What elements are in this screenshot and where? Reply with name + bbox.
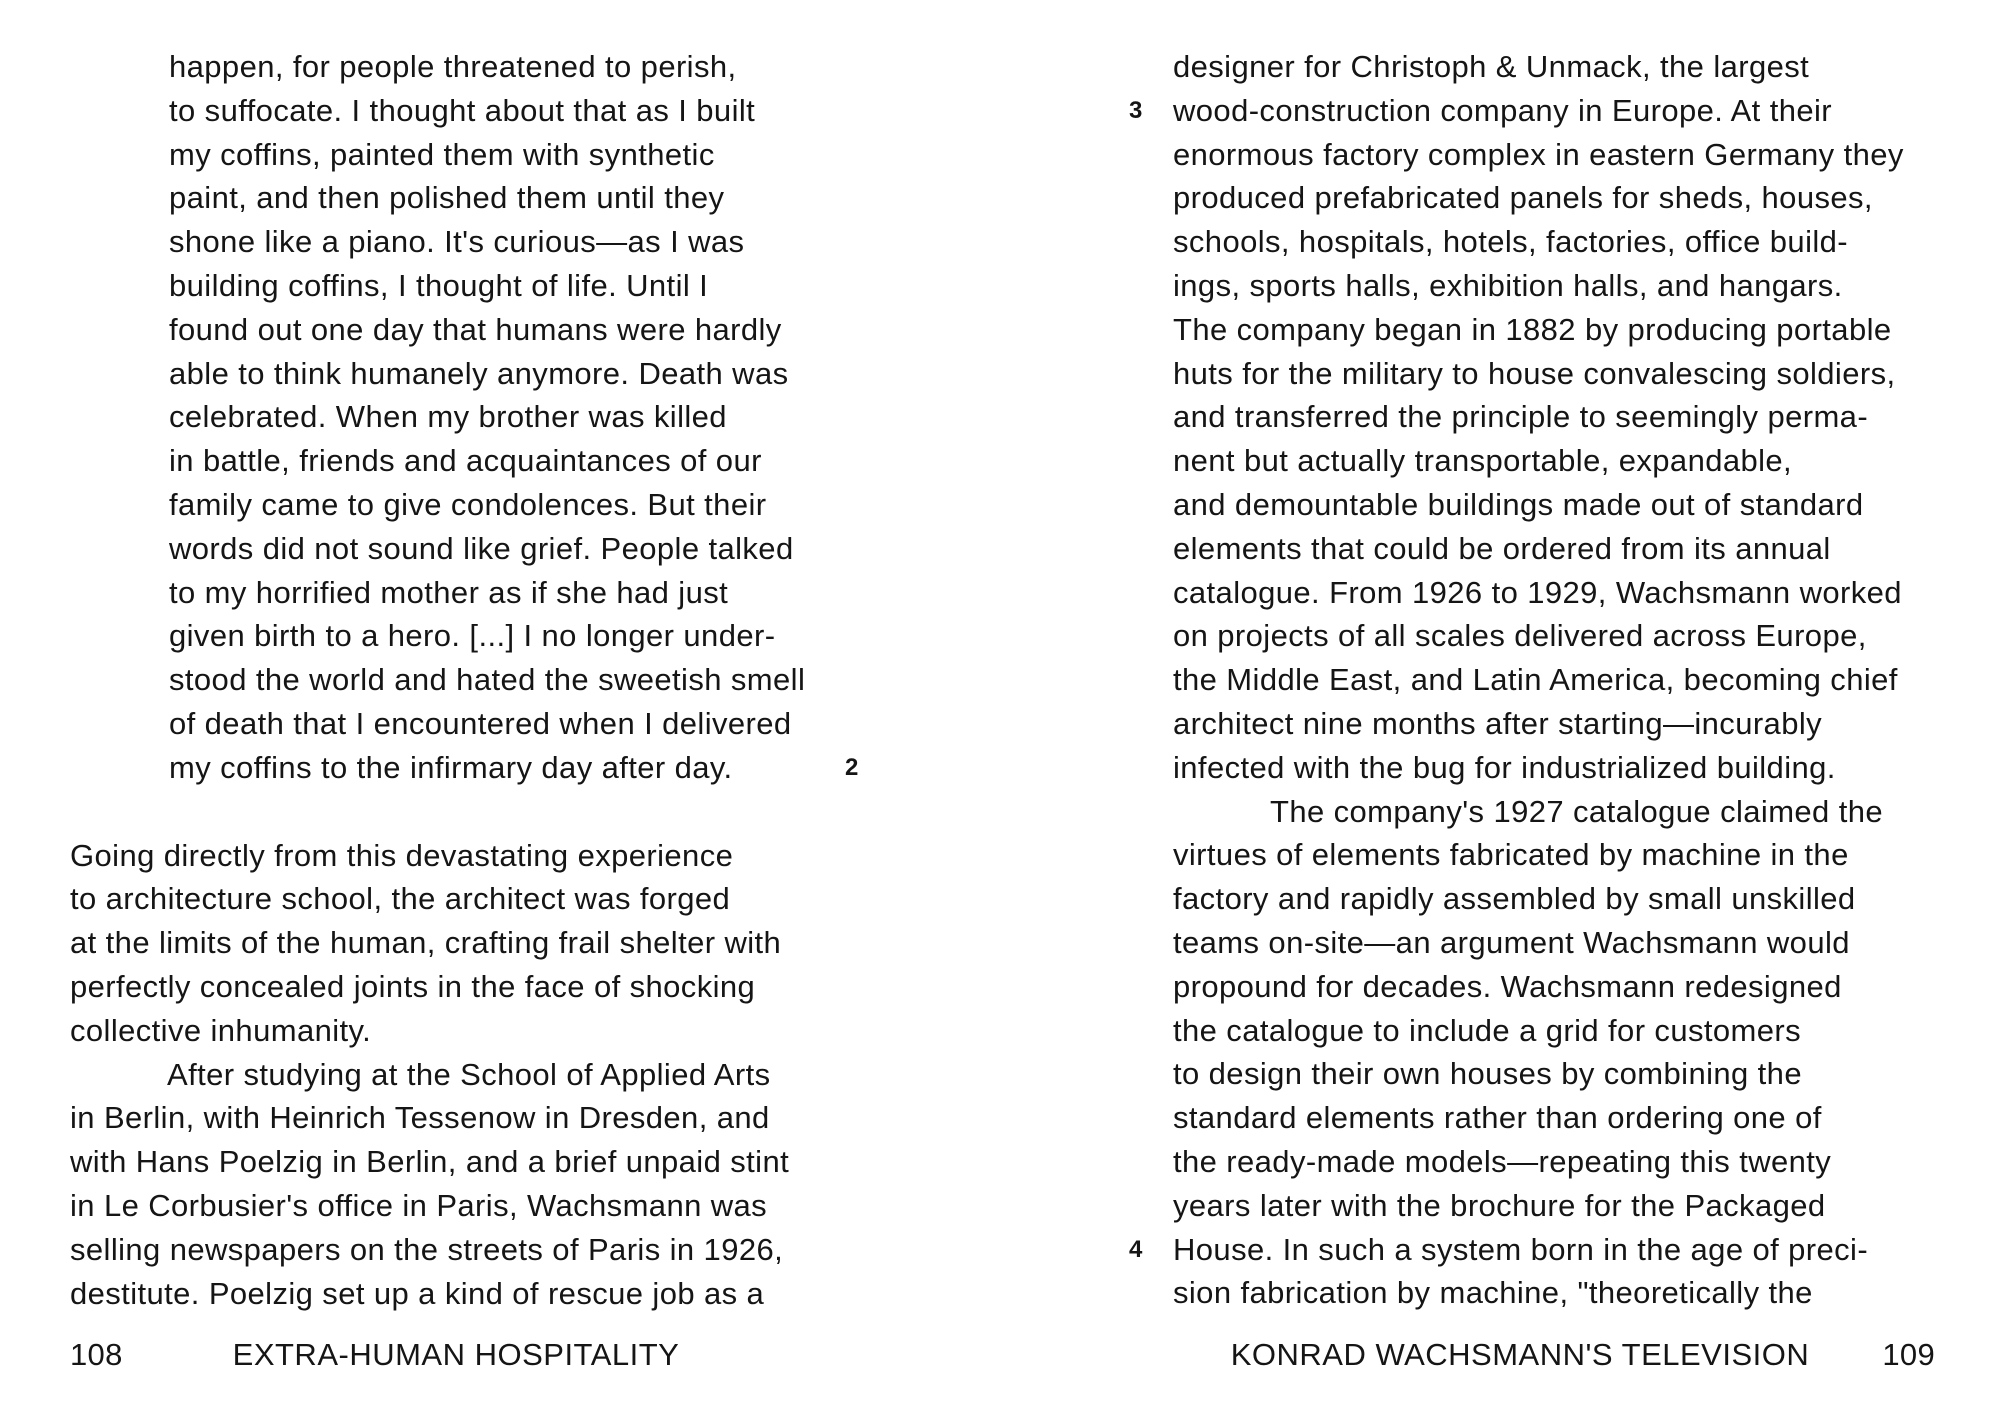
text-line-content: able to think humanely anymore. Death was — [169, 355, 789, 391]
text-line — [169, 133, 880, 177]
text-line — [1173, 220, 1955, 264]
text-line — [1173, 1052, 1955, 1096]
text-line — [1173, 45, 1955, 89]
text-line-content: on projects of all scales delivered across Europe, — [1173, 618, 1867, 654]
text-line — [1173, 614, 1955, 658]
text-line-content: paint, and then polished them until they — [169, 180, 725, 216]
text-line-content: ings, sports halls, exhibition halls, and hangars. — [1173, 267, 1843, 303]
text-line-content: to architecture school, the architect was forged — [70, 881, 731, 917]
text-line — [1173, 133, 1955, 177]
text-line — [70, 1140, 880, 1184]
text-line-content: with Hans Poelzig in Berlin, and a brief unpaid stint — [70, 1144, 790, 1180]
text-line-content: to suffocate. I thought about that as I built — [169, 92, 756, 128]
text-line — [70, 877, 880, 921]
text-line-content: family came to give condolences. But their — [169, 486, 767, 522]
text-line — [70, 1009, 880, 1053]
text-line-content: standard elements rather than ordering one of — [1173, 1100, 1822, 1136]
text-line — [1173, 176, 1955, 220]
text-line — [1173, 790, 1955, 834]
text-line — [1173, 527, 1955, 571]
text-line-content: infected with the bug for industrialized building. — [1173, 749, 1836, 785]
text-line — [70, 1184, 880, 1228]
text-line-content: teams on-site—an argument Wachsmann would — [1173, 924, 1850, 960]
text-line-content: shone like a piano. It's curious—as I was — [169, 224, 745, 260]
text-line-content: the ready-made models—repeating this twenty — [1173, 1143, 1832, 1179]
running-title-left: EXTRA-HUMAN HOSPITALITY — [232, 1337, 680, 1372]
text-line-content: elements that could be ordered from its annual — [1173, 530, 1831, 566]
text-line-content: words did not sound like grief. People talked — [169, 530, 794, 566]
text-line — [70, 1053, 880, 1097]
text-line — [169, 614, 880, 658]
text-line — [70, 1228, 880, 1272]
text-line — [1129, 1228, 1955, 1272]
text-line-content: perfectly concealed joints in the face of shocking — [70, 968, 756, 1004]
text-line — [169, 395, 880, 439]
text-line-content: happen, for people threatened to perish, — [169, 49, 737, 84]
text-line — [169, 352, 880, 396]
text-line — [1173, 1140, 1955, 1184]
text-line-content: in Berlin, with Heinrich Tessenow in Dresden, and — [70, 1100, 770, 1136]
text-line — [169, 220, 880, 264]
text-line — [1173, 921, 1955, 965]
text-line — [1129, 89, 1955, 133]
text-line — [1173, 395, 1955, 439]
text-line-content: sion fabrication by machine, "theoretically the — [1173, 1275, 1813, 1311]
text-line — [1173, 1009, 1955, 1053]
text-line-content: found out one day that humans were hardly — [169, 311, 782, 347]
text-line — [169, 264, 880, 308]
text-line — [1173, 658, 1955, 702]
text-line-content: huts for the military to house convalescing soldiers, — [1173, 355, 1896, 391]
text-line-content: factory and rapidly assembled by small unskilled — [1173, 881, 1856, 917]
text-line — [70, 965, 880, 1009]
text-line — [1173, 877, 1955, 921]
text-line-content: designer for Christoph & Unmack, the largest — [1173, 49, 1810, 84]
text-line — [169, 527, 880, 571]
footnote-marker: 2 — [845, 753, 859, 781]
text-line — [169, 45, 880, 89]
text-line — [1173, 1271, 1955, 1315]
text-line — [1173, 1096, 1955, 1140]
text-line — [70, 1096, 880, 1140]
text-line-content: my coffins, painted them with synthetic — [169, 136, 715, 172]
text-line-content: years later with the brochure for the Packaged — [1173, 1187, 1826, 1223]
text-line-content: Going directly from this devastating experience — [70, 837, 734, 873]
text-line — [1173, 571, 1955, 615]
text-line — [169, 746, 880, 790]
text-line-content: The company began in 1882 by producing portable — [1173, 311, 1892, 347]
text-line-content: given birth to a hero. [...] I no longer under- — [169, 618, 776, 654]
page-number-right: 109 — [1882, 1337, 1935, 1372]
text-line-content: stood the world and hated the sweetish smell — [169, 662, 806, 698]
body-text-right — [1129, 45, 1955, 1315]
text-line — [1173, 352, 1955, 396]
footer-left — [70, 1333, 880, 1377]
text-line — [169, 702, 880, 746]
text-line-content: wood-construction company in Europe. At their — [1173, 92, 1833, 128]
text-line-content: House. In such a system born in the age of preci- — [1173, 1231, 1869, 1267]
footnote-marker: 3 — [1129, 96, 1143, 124]
text-line — [70, 1272, 880, 1316]
text-line — [169, 483, 880, 527]
text-line — [1173, 833, 1955, 877]
text-line — [169, 89, 880, 133]
text-line-content: catalogue. From 1926 to 1929, Wachsmann worked — [1173, 574, 1902, 610]
text-line-content: at the limits of the human, crafting frail shelter with — [70, 925, 782, 961]
footnote-marker: 4 — [1129, 1235, 1143, 1263]
text-line — [1173, 965, 1955, 1009]
text-line — [1173, 308, 1955, 352]
text-line — [1173, 1184, 1955, 1228]
text-line — [169, 439, 880, 483]
text-line-content: destitute. Poelzig set up a kind of rescue job as a — [70, 1275, 765, 1311]
text-line-content: produced prefabricated panels for sheds, houses, — [1173, 180, 1873, 216]
running-title-right: KONRAD WACHSMANN'S TELEVISION — [1230, 1337, 1810, 1372]
text-line-content: my coffins to the infirmary day after day. — [169, 749, 733, 785]
text-line-content: the Middle East, and Latin America, becoming chief — [1173, 662, 1898, 698]
footer-right — [1173, 1333, 1955, 1377]
text-line-content: architect nine months after starting—incurably — [1173, 705, 1823, 741]
text-line-content: celebrated. When my brother was killed — [169, 399, 727, 435]
text-line — [70, 834, 880, 878]
text-line-content: in Le Corbusier's office in Paris, Wachsmann was — [70, 1187, 768, 1223]
text-line-content: and demountable buildings made out of standard — [1173, 486, 1864, 522]
text-line-content: The company's 1927 catalogue claimed the — [1270, 793, 1884, 829]
text-line-content: enormous factory complex in eastern Germany they — [1173, 136, 1904, 172]
text-line-content: of death that I encountered when I delivered — [169, 705, 792, 741]
text-line — [169, 308, 880, 352]
text-line-content: to design their own houses by combining the — [1173, 1056, 1802, 1092]
text-line — [1173, 746, 1955, 790]
text-line-content: collective inhumanity. — [70, 1012, 372, 1048]
text-line-content: schools, hospitals, hotels, factories, office build- — [1173, 224, 1849, 260]
text-line — [1173, 483, 1955, 527]
page-left — [70, 45, 880, 1315]
page-right — [1129, 45, 1955, 1315]
text-line-content: propound for decades. Wachsmann redesigned — [1173, 968, 1842, 1004]
text-line — [1173, 264, 1955, 308]
text-line — [70, 921, 880, 965]
body-text-left — [70, 834, 880, 1316]
text-line-content: and transferred the principle to seemingly perma- — [1173, 399, 1869, 435]
text-line-content: selling newspapers on the streets of Paris in 1926, — [70, 1231, 784, 1267]
text-line-content: After studying at the School of Applied Arts — [167, 1056, 771, 1092]
text-line — [169, 658, 880, 702]
page-number-left: 108 — [70, 1337, 123, 1372]
text-line-content: building coffins, I thought of life. Until I — [169, 267, 709, 303]
text-line-content: in battle, friends and acquaintances of our — [169, 443, 762, 479]
text-line — [1173, 439, 1955, 483]
text-line-content: the catalogue to include a grid for customers — [1173, 1012, 1802, 1048]
text-line-content: to my horrified mother as if she had just — [169, 574, 729, 610]
text-line — [169, 571, 880, 615]
block-quote — [169, 45, 880, 790]
text-line — [1173, 702, 1955, 746]
text-line — [169, 176, 880, 220]
text-line-content: nent but actually transportable, expandable, — [1173, 443, 1793, 479]
text-line-content: virtues of elements fabricated by machine in the — [1173, 837, 1849, 873]
